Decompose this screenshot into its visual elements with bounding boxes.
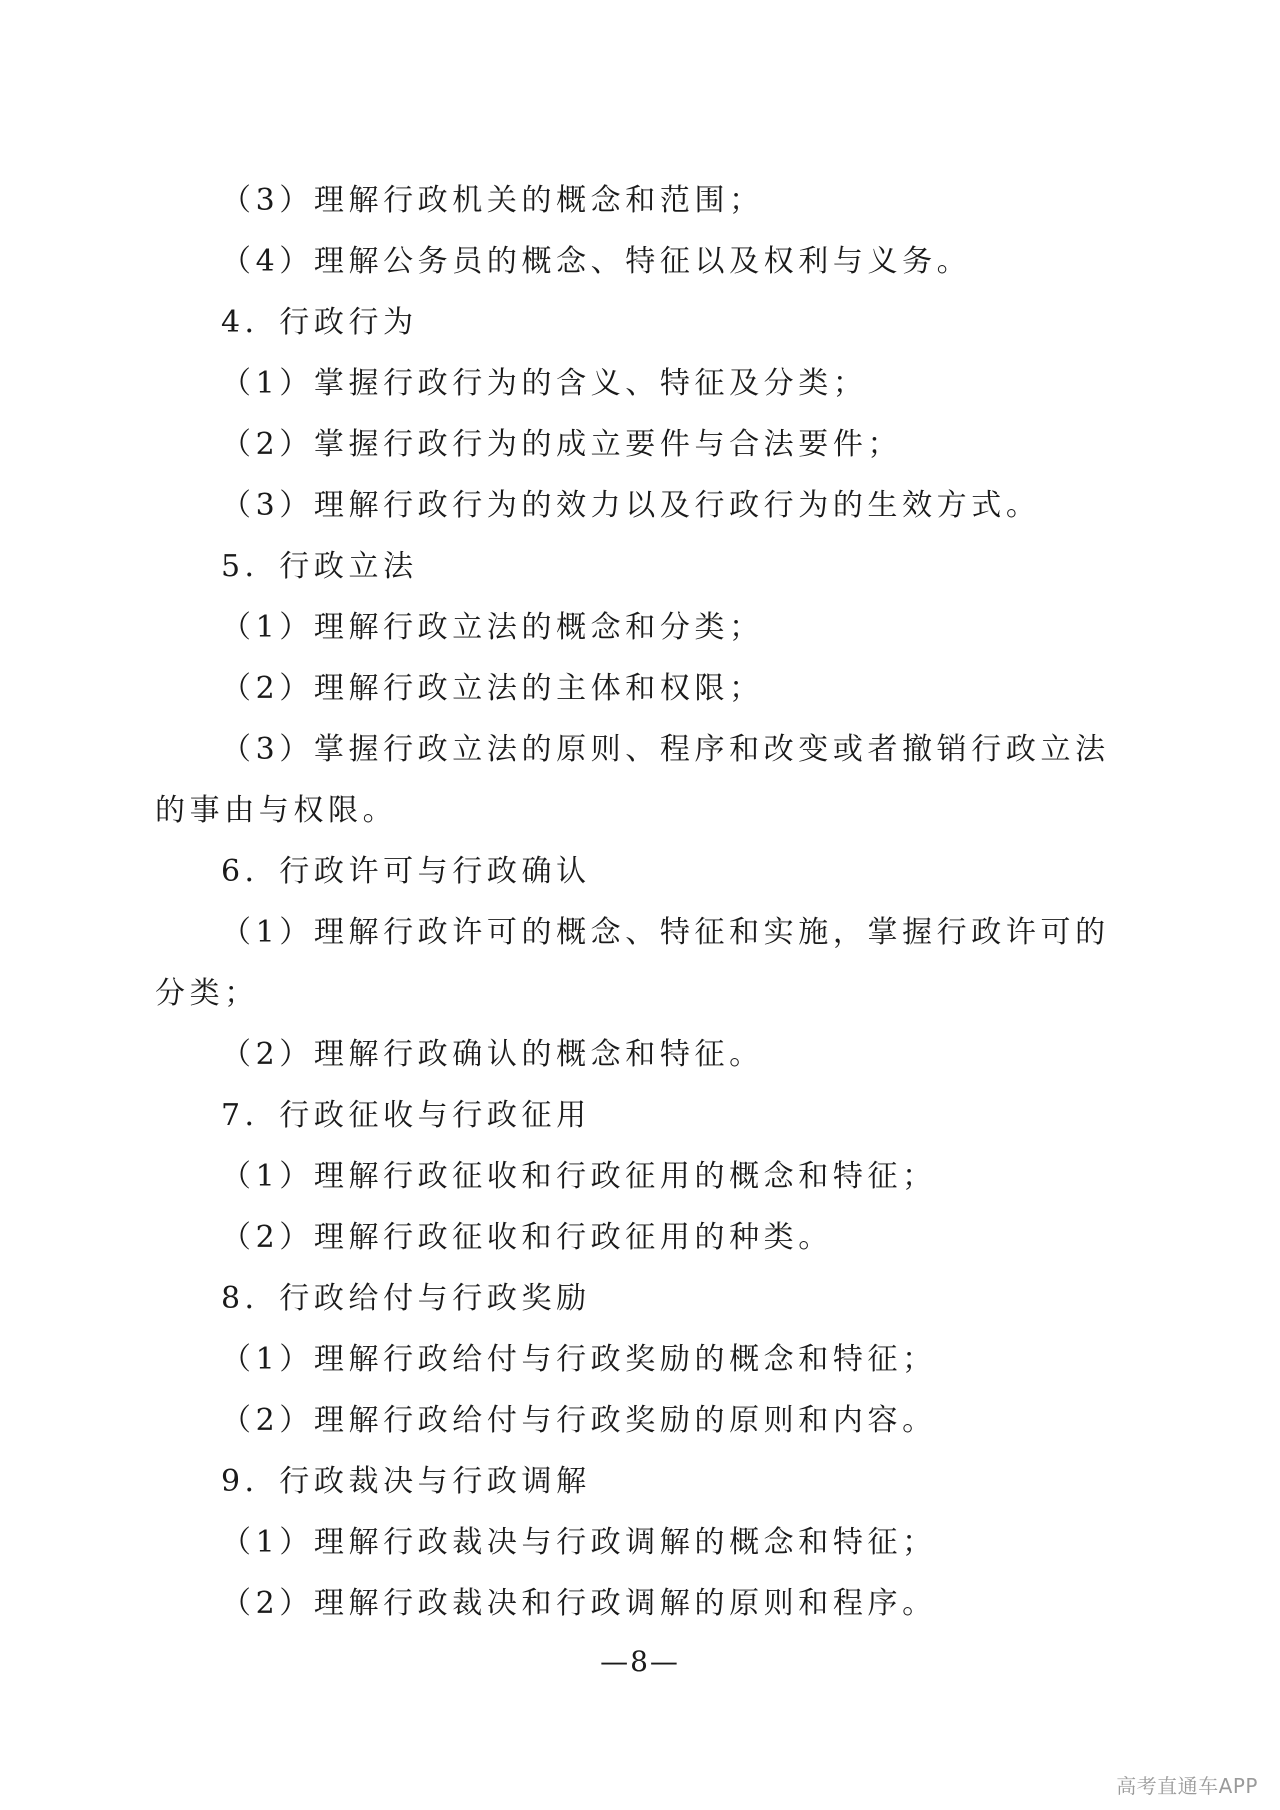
- paragraph: （2）理解行政裁决和行政调解的原则和程序。: [221, 1586, 937, 1621]
- section-heading: 9．行政裁决与行政调解: [221, 1464, 591, 1499]
- paragraph: （3）理解行政机关的概念和范围；: [221, 183, 764, 218]
- paragraph: （1）理解行政给付与行政奖励的概念和特征；: [221, 1342, 937, 1377]
- paragraph: （2）理解行政给付与行政奖励的原则和内容。: [221, 1403, 937, 1438]
- paragraph: （1）掌握行政行为的含义、特征及分类；: [221, 366, 868, 401]
- section-heading: 8．行政给付与行政奖励: [221, 1281, 591, 1316]
- paragraph: （1）理解行政许可的概念、特征和实施，掌握行政许可的分类；: [155, 915, 1110, 1011]
- paragraph: （3）掌握行政立法的原则、程序和改变或者撤销行政立法的事由与权限。: [155, 732, 1110, 828]
- paragraph: （4）理解公务员的概念、特征以及权利与义务。: [221, 244, 972, 279]
- section-heading: 6．行政许可与行政确认: [221, 854, 591, 889]
- paragraph: （1）理解行政征收和行政征用的概念和特征；: [221, 1159, 937, 1194]
- section-heading: 4．行政行为: [221, 305, 418, 340]
- paragraph: （3）理解行政行为的效力以及行政行为的生效方式。: [221, 488, 1041, 523]
- page-number: —8—: [600, 1645, 680, 1678]
- section-heading: 5．行政立法: [221, 549, 418, 584]
- paragraph: （2）理解行政立法的主体和权限；: [221, 671, 764, 706]
- document-body: [155, 170, 1130, 1634]
- watermark-text: 高考直通车APP: [1116, 1774, 1258, 1798]
- paragraph: （1）理解行政裁决与行政调解的概念和特征；: [221, 1525, 937, 1560]
- paragraph: （2）理解行政征收和行政征用的种类。: [221, 1220, 833, 1255]
- section-heading: 7．行政征收与行政征用: [221, 1098, 591, 1133]
- paragraph: （1）理解行政立法的概念和分类；: [221, 610, 764, 645]
- paragraph: （2）掌握行政行为的成立要件与合法要件；: [221, 427, 903, 462]
- paragraph: （2）理解行政确认的概念和特征。: [221, 1037, 764, 1072]
